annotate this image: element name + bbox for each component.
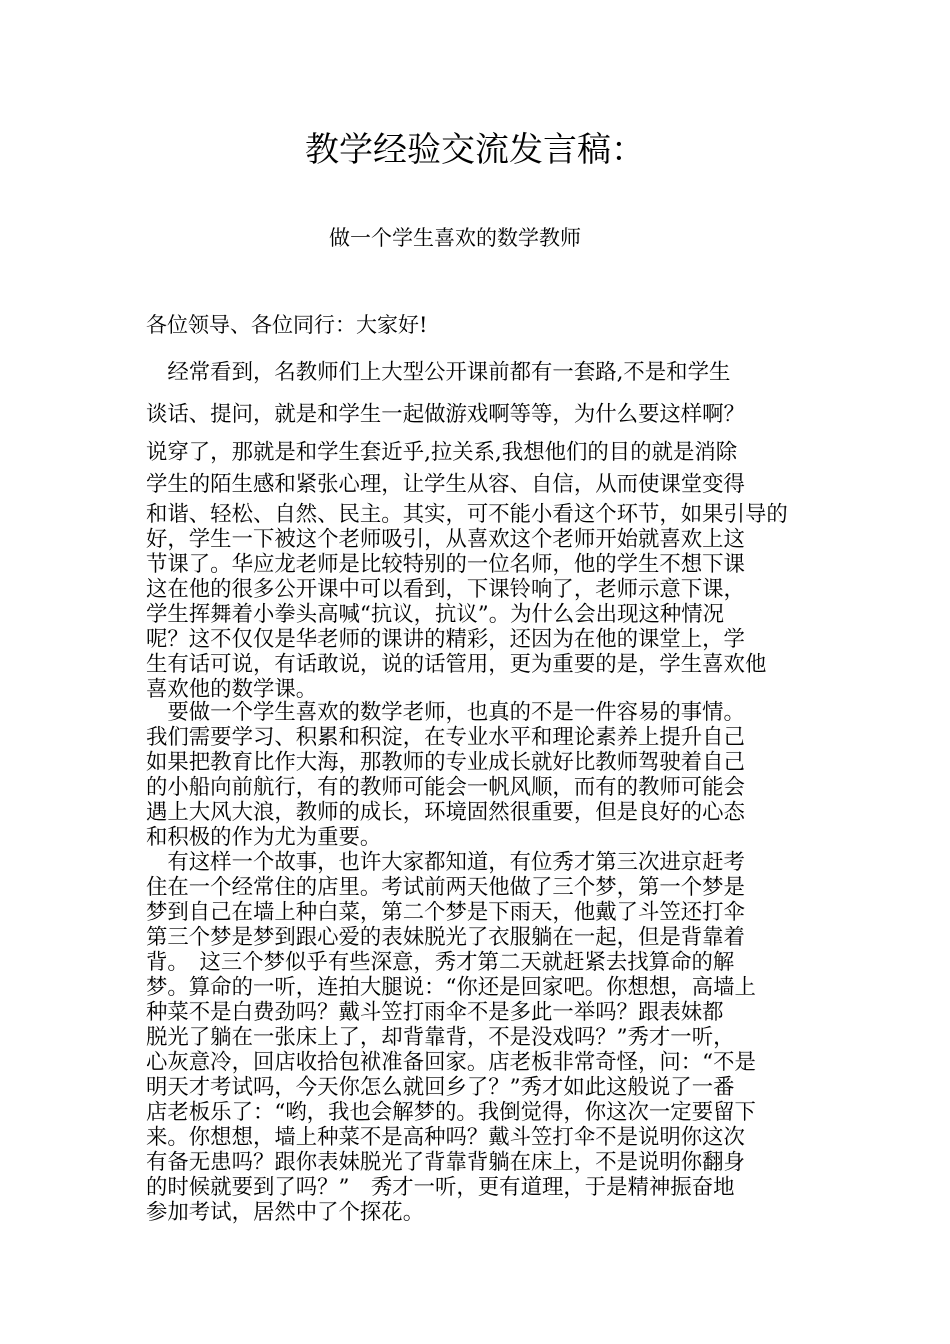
text-line: 店老板乐了：“哟，我也会解梦的。我倒觉得，你这次一定要留下 [146, 1100, 756, 1125]
document-title: 教学经验交流发言稿： [305, 130, 645, 170]
text-line: 背。 这三个梦似乎有些深意，秀才第二天就赶紧去找算命的解 [146, 950, 735, 975]
text-line: 住在一个经常住的店里。考试前两天他做了三个梦，第一个梦是 [146, 875, 745, 900]
text-line: 学生挥舞着小拳头高喊“抗议，抗议”。为什么会出现这种情况 [146, 602, 725, 627]
text-line: 有这样一个故事，也许大家都知道，有位秀才第三次进京赶考 [146, 850, 745, 875]
greeting: 各位领导、各位同行：大家好! [146, 313, 428, 337]
text-line: 学生的陌生感和紧张心理，让学生从容、自信，从而使课堂变得 [146, 472, 745, 497]
text-line: 和积极的作为尤为重要。 [146, 825, 382, 850]
text-line: 呢？这不仅仅是华老师的课讲的精彩，还因为在他的课堂上，学 [146, 627, 745, 652]
text-line: 心灰意冷，回店收拾包袱准备回家。店老板非常奇怪，问：“不是 [146, 1050, 756, 1075]
text-line: 如果把教育比作大海，那教师的专业成长就好比教师驾驶着自己 [146, 750, 745, 775]
text-line: 来。你想想，墙上种菜不是高种吗？戴斗笠打伞不是说明你这次 [146, 1125, 745, 1150]
text-line: 遇上大风大浪，教师的成长，环境固然很重要，但是良好的心态 [146, 800, 745, 825]
text-line: 的时候就要到了吗？” 秀才一听，更有道理，于是精神振奋地 [146, 1175, 735, 1200]
text-line: 节课了。华应龙老师是比较特别的一位名师，他的学生不想下课 [146, 552, 745, 577]
text-line: 脱光了躺在一张床上了，却背靠背，不是没戏吗？”秀才一听， [146, 1025, 735, 1050]
text-line: 喜欢他的数学课。 [146, 677, 318, 702]
text-line: 好，学生一下被这个老师吸引，从喜欢这个老师开始就喜欢上这 [146, 527, 745, 552]
text-line: 要做一个学生喜欢的数学老师，也真的不是一件容易的事情。 [146, 700, 745, 725]
text-line: 生有话可说，有话敢说，说的话管用，更为重要的是，学生喜欢他 [146, 652, 767, 677]
text-line: 的小船向前航行，有的教师可能会一帆风顺，而有的教师可能会 [146, 775, 745, 800]
document-subtitle: 做一个学生喜欢的数学教师 [329, 226, 581, 250]
text-line: 谈话、提问，就是和学生一起做游戏啊等等，为什么要这样啊？ [146, 402, 745, 427]
text-line: 种菜不是白费劲吗？戴斗笠打雨伞不是多此一举吗？跟表妹都 [146, 1000, 724, 1025]
text-line: 说穿了，那就是和学生套近乎,拉关系,我想他们的目的就是消除 [146, 440, 738, 465]
text-line: 我们需要学习、积累和积淀，在专业水平和理论素养上提升自己 [146, 725, 745, 750]
text-line: 梦到自己在墙上种白菜，第二个梦是下雨天，他戴了斗笠还打伞 [146, 900, 745, 925]
text-line: 有备无患吗？跟你表妹脱光了背靠背躺在床上，不是说明你翻身 [146, 1150, 745, 1175]
text-line: 梦。算命的一听，连拍大腿说：“你还是回家吧。你想想，高墙上 [146, 975, 756, 1000]
text-line: 参加考试，居然中了个探花。 [146, 1200, 425, 1225]
text-line: 这在他的很多公开课中可以看到，下课铃响了，老师示意下课， [146, 577, 745, 602]
text-line: 明天才考试吗，今天你怎么就回乡了？”秀才如此这般说了一番 [146, 1075, 735, 1100]
text-line: 经常看到，名教师们上大型公开课前都有一套路,不是和学生 [146, 360, 731, 385]
text-line: 和谐、轻松、自然、民主。其实，可不能小看这个环节，如果引导的 [146, 502, 788, 527]
text-line: 第三个梦是梦到跟心爱的表妹脱光了衣服躺在一起，但是背靠着 [146, 925, 745, 950]
